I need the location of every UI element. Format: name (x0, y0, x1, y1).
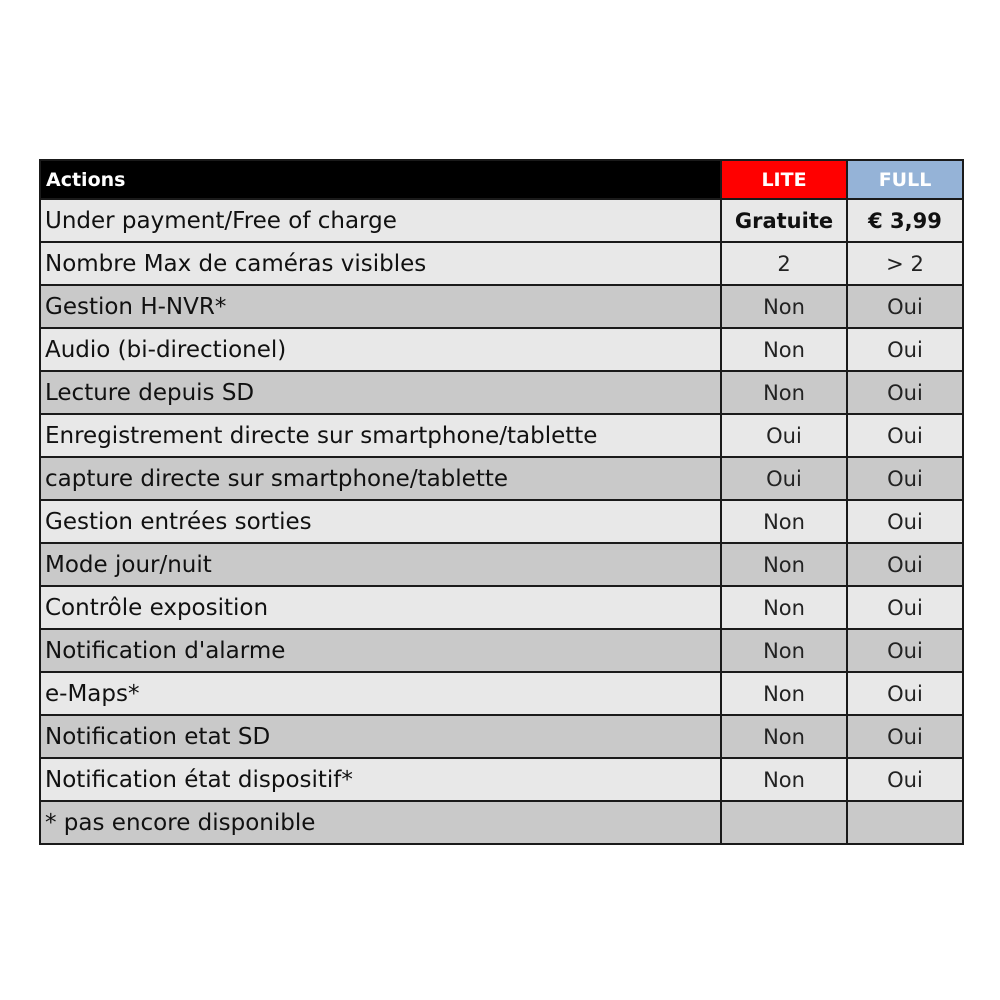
full-cell: Oui (847, 758, 963, 801)
lite-cell: Non (721, 285, 847, 328)
full-cell: Oui (847, 586, 963, 629)
lite-cell: Oui (721, 457, 847, 500)
full-cell: Oui (847, 500, 963, 543)
action-cell: Gestion H-NVR* (40, 285, 721, 328)
lite-cell (721, 801, 847, 844)
full-cell: Oui (847, 457, 963, 500)
action-cell: Notification d'alarme (40, 629, 721, 672)
action-cell: capture directe sur smartphone/tablette (40, 457, 721, 500)
lite-cell: Non (721, 371, 847, 414)
full-cell: Oui (847, 371, 963, 414)
action-cell: e-Maps* (40, 672, 721, 715)
table-row (40, 715, 963, 758)
table-row (40, 414, 963, 457)
table-row (40, 801, 963, 844)
action-cell: Audio (bi-directionel) (40, 328, 721, 371)
action-cell: Enregistrement directe sur smartphone/tablette (40, 414, 721, 457)
table-row (40, 457, 963, 500)
lite-cell: Non (721, 629, 847, 672)
lite-cell: Non (721, 586, 847, 629)
full-cell: Oui (847, 672, 963, 715)
full-cell: Oui (847, 715, 963, 758)
comparison-table (39, 159, 964, 845)
full-cell (847, 801, 963, 844)
table-row (40, 543, 963, 586)
action-cell: Mode jour/nuit (40, 543, 721, 586)
table-row (40, 586, 963, 629)
table-row (40, 242, 963, 285)
table-row (40, 328, 963, 371)
lite-cell: Gratuite (721, 199, 847, 242)
table-row (40, 199, 963, 242)
full-cell: Oui (847, 414, 963, 457)
action-cell: Under payment/Free of charge (40, 199, 721, 242)
table-row (40, 758, 963, 801)
action-cell: Gestion entrées sorties (40, 500, 721, 543)
lite-cell: Non (721, 500, 847, 543)
action-cell: Nombre Max de caméras visibles (40, 242, 721, 285)
table-row (40, 500, 963, 543)
lite-cell: Non (721, 672, 847, 715)
lite-cell: Non (721, 715, 847, 758)
full-cell: Oui (847, 543, 963, 586)
header-actions: Actions (40, 160, 721, 199)
footnote-cell: * pas encore disponible (40, 801, 721, 844)
table-row (40, 629, 963, 672)
table-header-row (40, 160, 963, 199)
full-cell: Oui (847, 629, 963, 672)
table-row (40, 672, 963, 715)
lite-cell: Non (721, 758, 847, 801)
lite-cell: Non (721, 328, 847, 371)
full-cell: Oui (847, 285, 963, 328)
header-full: FULL (847, 160, 963, 199)
full-cell: Oui (847, 328, 963, 371)
lite-cell: Non (721, 543, 847, 586)
lite-cell: Oui (721, 414, 847, 457)
action-cell: Contrôle exposition (40, 586, 721, 629)
table-row (40, 285, 963, 328)
header-lite: LITE (721, 160, 847, 199)
lite-cell: 2 (721, 242, 847, 285)
table-row (40, 371, 963, 414)
action-cell: Notification etat SD (40, 715, 721, 758)
action-cell: Lecture depuis SD (40, 371, 721, 414)
full-cell: € 3,99 (847, 199, 963, 242)
action-cell: Notification état dispositif* (40, 758, 721, 801)
full-cell: > 2 (847, 242, 963, 285)
